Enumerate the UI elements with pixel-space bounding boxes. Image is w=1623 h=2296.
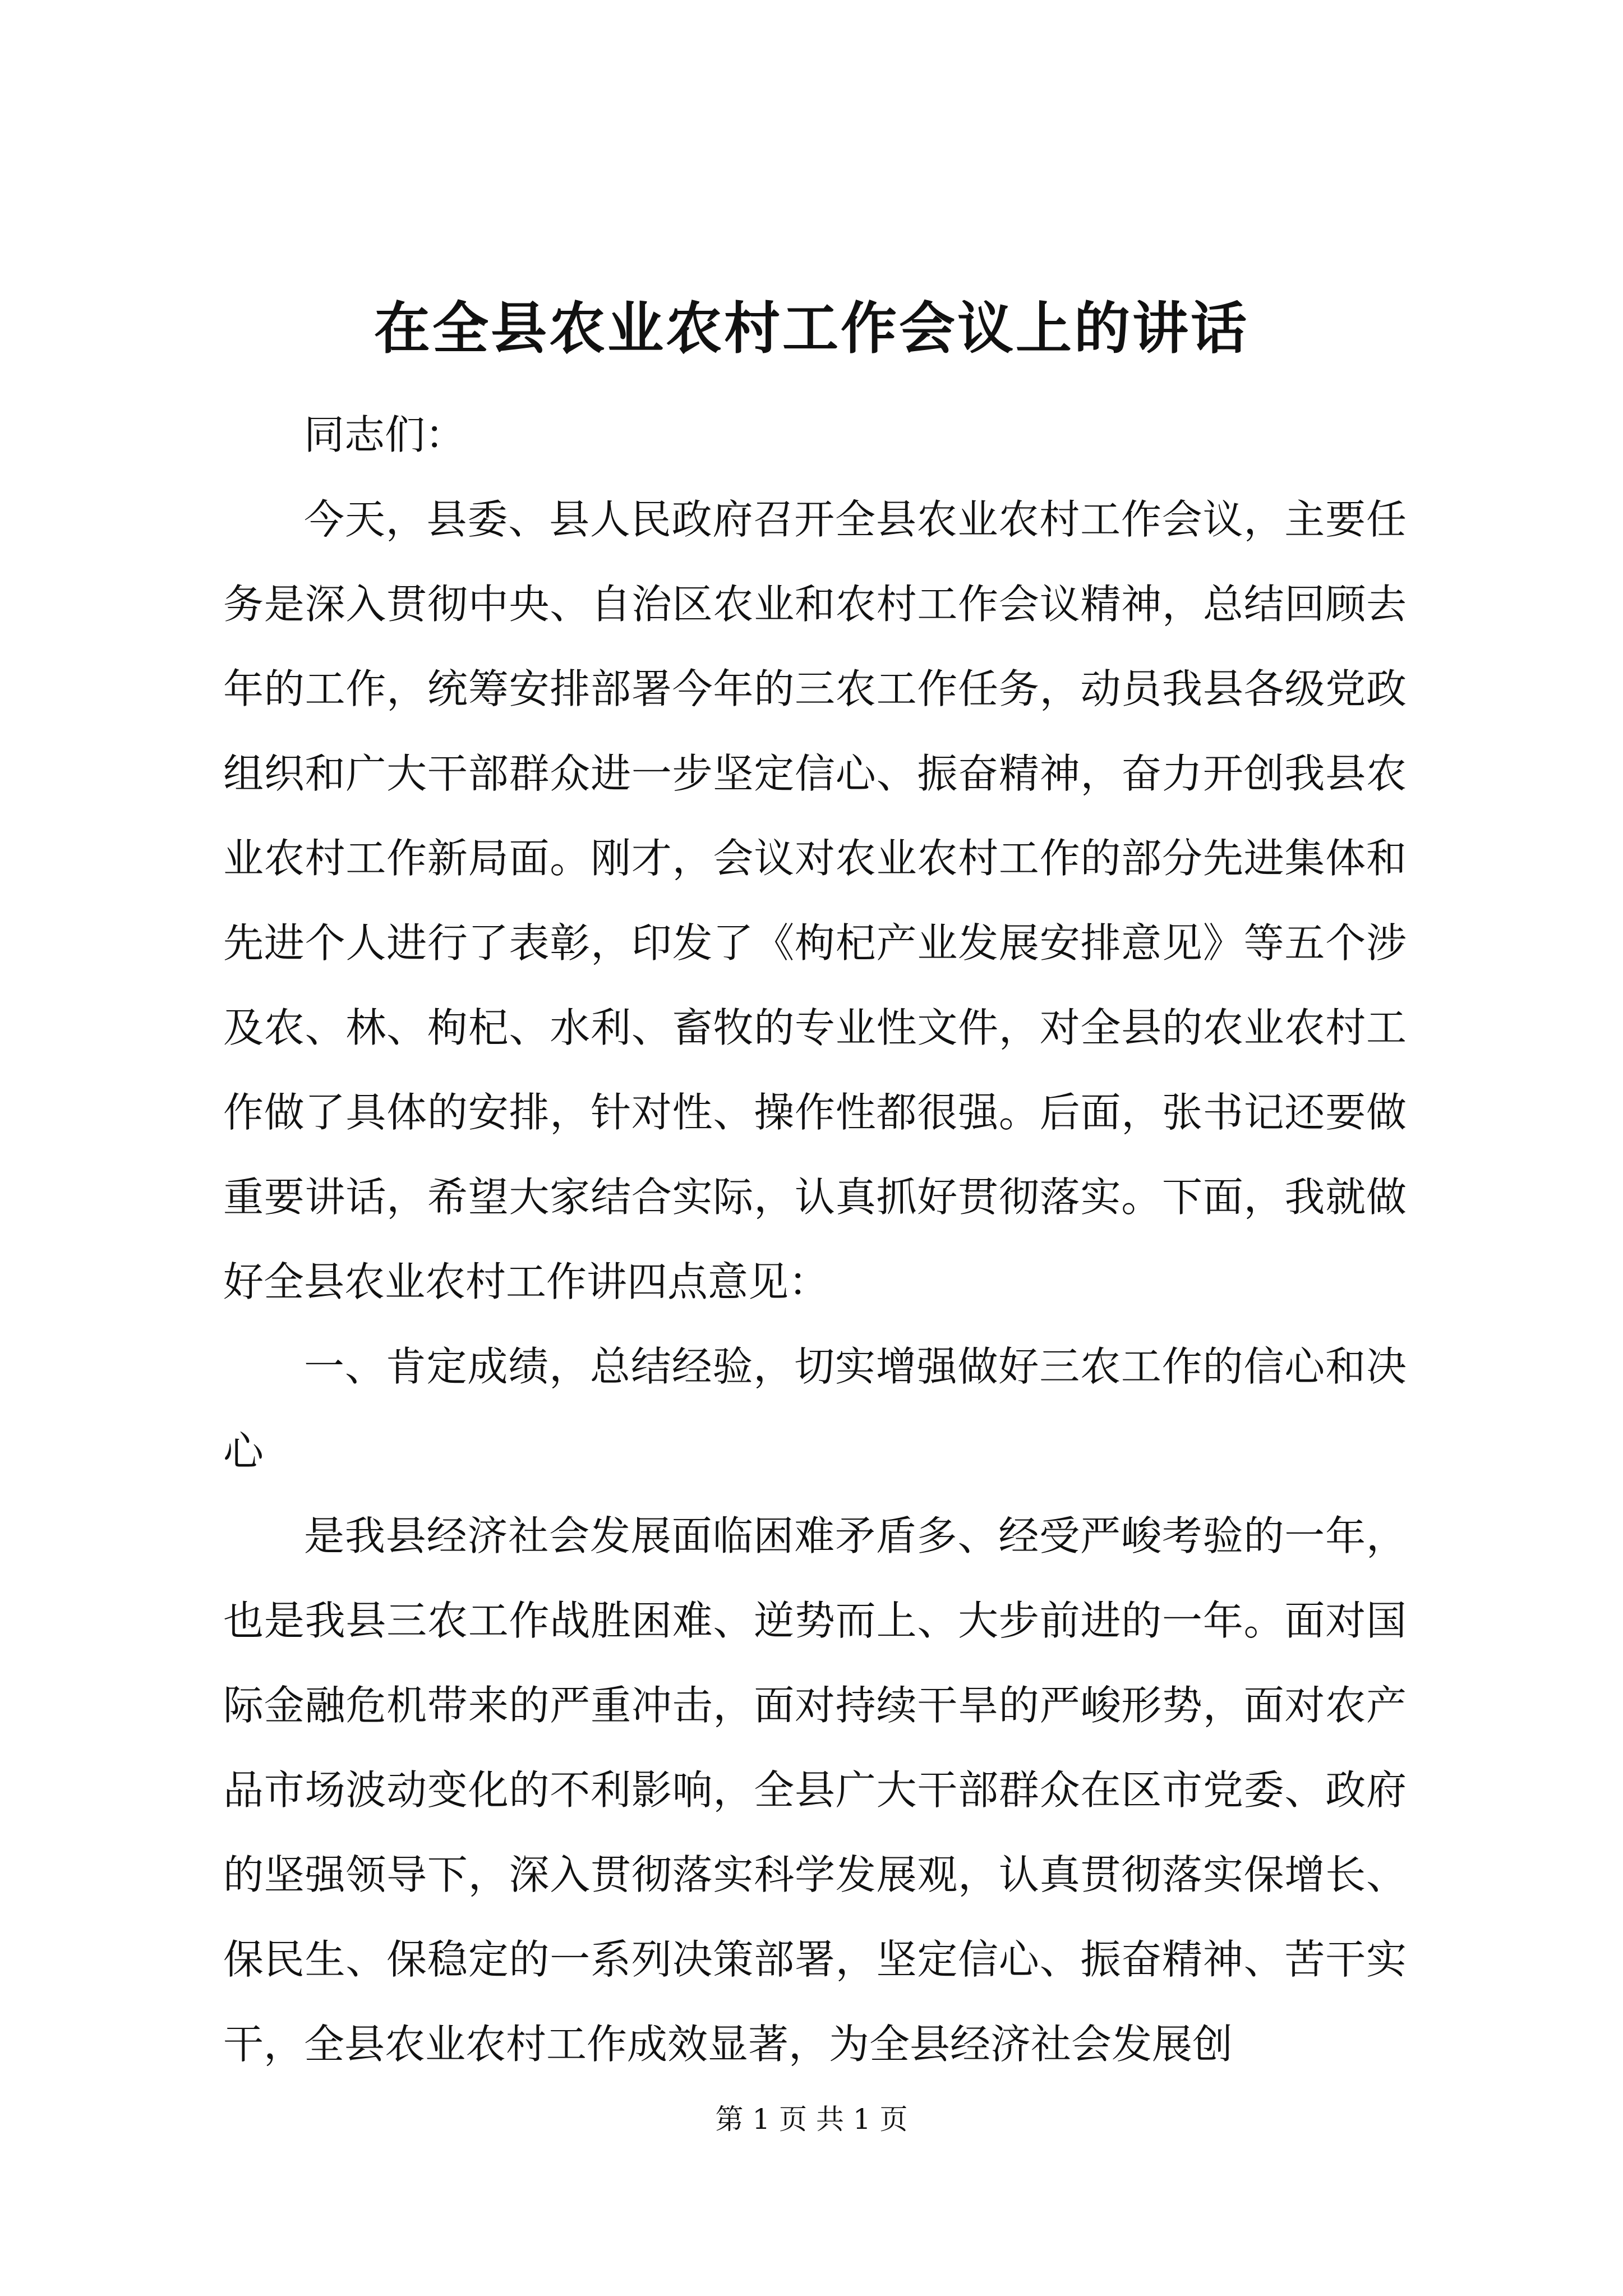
salutation: 同志们： <box>304 411 466 458</box>
paragraph-intro: 今天，县委、县人民政府召开全县农业农村工作会议，主要任务是深入贯彻中央、自治区农业和农村工作会议精神，总结回顾去年的工作，统筹安排部署今年的三农工作任务，动员我县各级党政组织和广大干部群众进一步坚定信心、振奋精神，奋力开创我县农业农村工作新局面。刚才，会议对农业农村工作的部分先进集体和先进个人进行了表彰，印发了《枸杞产业发展安排意见》等五个涉及农、林、枸杞、水利、畜牧的专业性文件，对全县的农业农村工作做了具体的安排，针对性、操作性都很强。后面，张书记还要做重要讲话，希望大家结合实际，认真抓好贯彻落实。下面，我就做好全县农业农村工作讲四点意见： <box>223 496 1407 1305</box>
paragraph-achievements: 是我县经济社会发展面临困难矛盾多、经受严峻考验的一年，也是我县三农工作战胜困难、逆势而上、大步前进的一年。面对国际金融危机带来的严重冲击，面对持续干旱的严峻形势，面对农产品市场波动变化的不利影响，全县广大干部群众在区市党委、政府的坚强领导下，深入贯彻落实科学发展观，认真贯彻落实保增长、保民生、保稳定的一系列决策部署，坚定信心、振奋精神、苦干实干，全县农业农村工作成效显著，为全县经济社会发展创 <box>223 1512 1407 2068</box>
section-heading-one: 一、肯定成绩，总结经验，切实增强做好三农工作的信心和决心 <box>223 1343 1407 1475</box>
page-footer: 第 1 页 共 1 页 <box>715 2103 908 2136</box>
document-body <box>223 393 1407 2087</box>
document-title: 在全县农业农村工作会议上的讲话 <box>374 295 1249 361</box>
